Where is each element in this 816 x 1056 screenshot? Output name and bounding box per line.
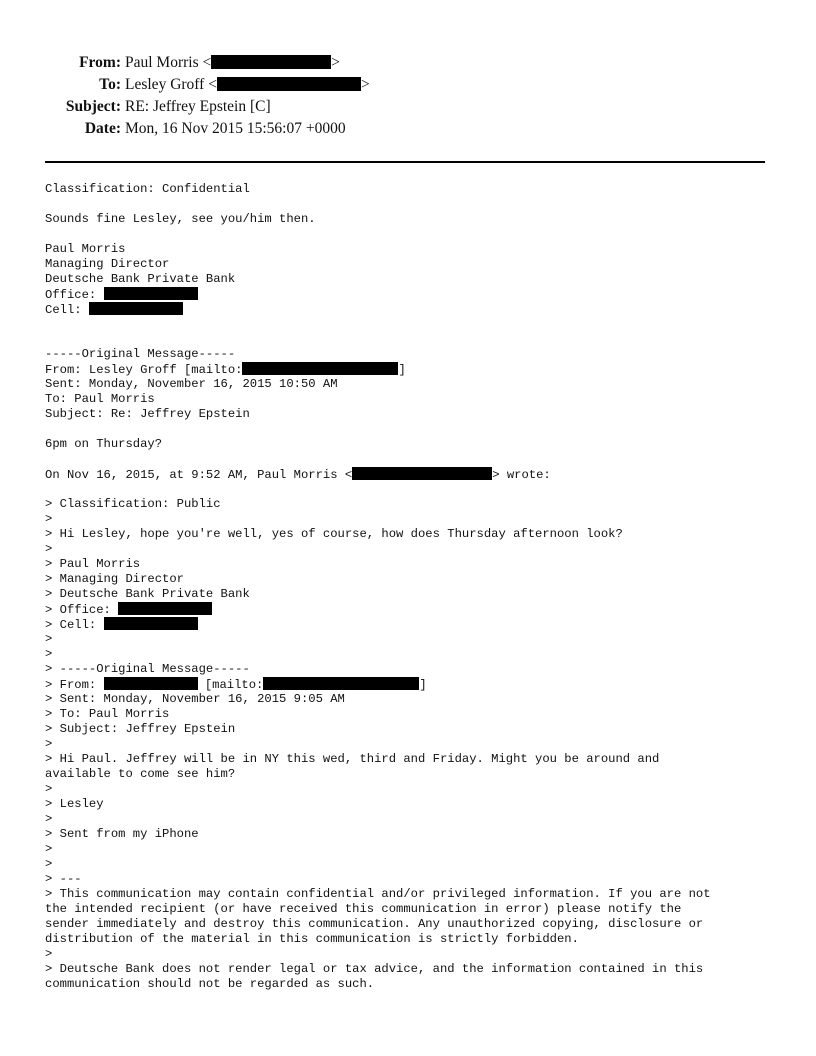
redacted-block — [263, 677, 419, 690]
signature-cell — [45, 302, 775, 317]
blank-line — [45, 332, 775, 347]
redacted-block — [89, 302, 183, 315]
redacted-block — [104, 617, 198, 630]
wrote-line — [45, 467, 775, 482]
to-value — [125, 74, 370, 96]
quoted-to: > To: Paul Morris — [45, 707, 170, 721]
redacted-block — [118, 602, 212, 615]
disclaimer-line-6: communication should not be regarded as such. — [45, 977, 375, 991]
quoted-blank: > — [45, 947, 53, 961]
from-close: > — [331, 54, 340, 71]
email-header — [0, 52, 816, 140]
redacted-block — [352, 467, 492, 480]
quoted-hi-lesley: > Hi Lesley, hope you're well, yes of course, how does Thursday afternoon look? — [45, 527, 623, 541]
quoted-blank: > — [45, 782, 53, 796]
header-to-row — [0, 74, 816, 96]
classification-line: Classification: Confidential — [45, 182, 250, 196]
blank-line — [45, 422, 775, 437]
quoted-iphone: > Sent from my iPhone — [45, 827, 199, 841]
quoted-blank: > — [45, 542, 53, 556]
quoted-blank: > — [45, 842, 53, 856]
from-value — [125, 52, 340, 74]
signature-name: Paul Morris — [45, 242, 126, 256]
original-from-close: ] — [398, 363, 406, 377]
quoted-blank: > — [45, 647, 53, 661]
question-text: 6pm on Thursday? — [45, 437, 163, 451]
original-subject: Subject: Re: Jeffrey Epstein — [45, 407, 250, 421]
quoted-classification: > Classification: Public — [45, 497, 221, 511]
from-label: From: — [79, 54, 121, 71]
header-divider — [45, 161, 765, 163]
disclaimer-line-4: distribution of the material in this communication is strictly forbidden. — [45, 932, 579, 946]
original-from — [45, 362, 775, 377]
to-close: > — [360, 76, 370, 93]
original-to: To: Paul Morris — [45, 392, 155, 406]
date-label: Date: — [84, 120, 121, 137]
subject-value: RE: Jeffrey Epstein [C] — [125, 98, 271, 115]
quoted-blank: > — [45, 857, 53, 871]
disclaimer-line-5: > Deutsche Bank does not render legal or tax advice, and the information contained in this — [45, 962, 704, 976]
quoted-sent: > Sent: Monday, November 16, 2015 9:05 AM — [45, 692, 345, 706]
to-label: To: — [99, 76, 121, 93]
blank-line — [45, 197, 775, 212]
date-value: Mon, 16 Nov 2015 15:56:07 +0000 — [125, 120, 346, 137]
email-body — [45, 182, 775, 992]
quoted-signature-name: > Paul Morris — [45, 557, 141, 571]
header-date-row — [0, 118, 816, 140]
signature-title: Managing Director — [45, 257, 170, 271]
blank-line — [45, 317, 775, 332]
blank-line — [45, 482, 775, 497]
office-label: Office: — [45, 288, 104, 302]
quoted-from-mailto: [mailto: — [197, 678, 264, 692]
quoted-blank: > — [45, 812, 53, 826]
quoted-lesley: > Lesley — [45, 797, 104, 811]
quoted-original-separator: > -----Original Message----- — [45, 662, 250, 676]
quoted-signature-title: > Managing Director — [45, 572, 184, 586]
redacted-block — [217, 77, 361, 91]
original-from-text: From: Lesley Groff [mailto: — [45, 363, 243, 377]
signature-office — [45, 287, 775, 302]
quoted-blank: > — [45, 512, 53, 526]
redacted-block — [104, 287, 198, 300]
quoted-blank: > — [45, 632, 53, 646]
cell-label: Cell: — [45, 303, 89, 317]
header-from-row — [0, 52, 816, 74]
to-name: Lesley Groff < — [125, 76, 217, 93]
header-subject-row — [0, 96, 816, 118]
quoted-hi-paul-2: available to come see him? — [45, 767, 236, 781]
quoted-from-label: > From: — [45, 678, 104, 692]
quoted-from-close: ] — [419, 678, 427, 692]
redacted-block — [104, 677, 198, 690]
disclaimer-line-2: the intended recipient (or have received this communication in error) please notify the — [45, 902, 682, 916]
wrote-prefix: On Nov 16, 2015, at 9:52 AM, Paul Morris < — [45, 468, 353, 482]
disclaimer-line-3: sender immediately and destroy this communication. Any unauthorized copying, disclosure or — [45, 917, 704, 931]
disclaimer-line-1: > This communication may contain confidential and/or privileged information. If you are not — [45, 887, 711, 901]
quoted-cell-label: > Cell: — [45, 618, 104, 632]
quoted-from — [45, 677, 775, 692]
reply-text: Sounds fine Lesley, see you/him then. — [45, 212, 316, 226]
quoted-blank: > — [45, 737, 53, 751]
quoted-signature-org: > Deutsche Bank Private Bank — [45, 587, 250, 601]
original-message-separator: -----Original Message----- — [45, 347, 236, 361]
wrote-suffix: > wrote: — [492, 468, 551, 482]
quoted-office — [45, 602, 775, 617]
blank-line — [45, 452, 775, 467]
subject-label: Subject: — [65, 98, 121, 115]
quoted-office-label: > Office: — [45, 603, 119, 617]
blank-line — [45, 227, 775, 242]
redacted-block — [242, 362, 398, 375]
original-sent: Sent: Monday, November 16, 2015 10:50 AM — [45, 377, 338, 391]
from-name: Paul Morris < — [125, 54, 212, 71]
quoted-cell — [45, 617, 775, 632]
quoted-dashes: > --- — [45, 872, 82, 886]
quoted-subject: > Subject: Jeffrey Epstein — [45, 722, 236, 736]
redacted-block — [211, 55, 331, 69]
signature-org: Deutsche Bank Private Bank — [45, 272, 236, 286]
quoted-hi-paul-1: > Hi Paul. Jeffrey will be in NY this wed, third and Friday. Might you be around and — [45, 752, 660, 766]
